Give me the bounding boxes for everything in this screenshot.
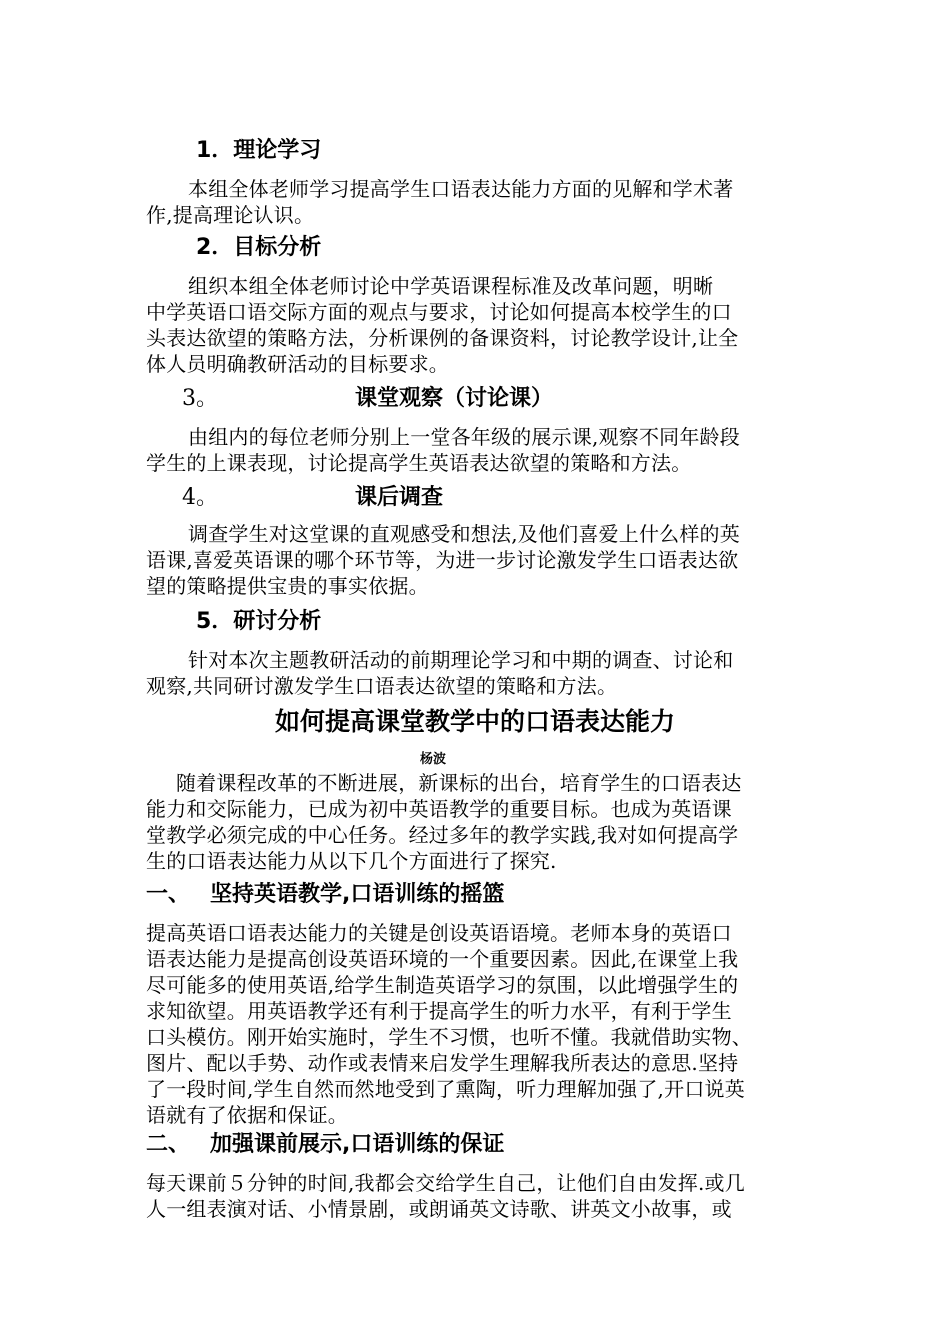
- part-1-line-4: 求知欲望。用英语教学还有利于提高学生的听力水平，有利于学生: [146, 999, 732, 1023]
- section-2-heading: 2．目标分析: [196, 235, 322, 260]
- section-1-heading: 1．理论学习: [196, 138, 322, 163]
- section-2-line-1: 组织本组全体老师讨论中学英语课程标准及改革问题，明晰: [188, 274, 714, 298]
- section-2-line-4: 体人员明确教研活动的目标要求。: [146, 352, 449, 376]
- part-2-line-2: 人一组表演对话、小情景剧，或朗诵英文诗歌、讲英文小故事，或: [146, 1197, 732, 1221]
- section-4-heading: 课后调查: [355, 485, 444, 510]
- section-3-line-2: 学生的上课表现，讨论提高学生英语表达欲望的策略和方法。: [146, 451, 692, 475]
- section-5-body: [146, 647, 733, 699]
- section-4-line-2: 语课,喜爱英语课的哪个环节等，为进一步讨论激发学生口语表达欲: [146, 548, 739, 572]
- article-intro: [146, 770, 742, 874]
- section-4-heading-number: 4。: [182, 485, 218, 510]
- section-4-line-1: 调查学生对这堂课的直观感受和想法,及他们喜爱上什么样的英: [188, 522, 740, 546]
- intro-line-3: 堂教学必须完成的中心任务。经过多年的教学实践,我对如何提高学: [146, 823, 739, 847]
- intro-line-4: 生的口语表达能力从以下几个方面进行了探究.: [146, 849, 557, 873]
- section-4-line-3: 望的策略提供宝贵的事实依据。: [146, 574, 429, 598]
- intro-line-2: 能力和交际能力，已成为初中英语教学的重要目标。也成为英语课: [146, 797, 732, 821]
- section-4-body: [146, 521, 740, 599]
- part-2-body: [146, 1170, 745, 1222]
- part-2-number: 二、: [146, 1132, 191, 1157]
- part-1-line-2: 语表达能力是提高创设英语环境的一个重要因素。因此,在课堂上我: [146, 947, 739, 971]
- part-1-body: [146, 920, 752, 1128]
- section-2-line-3: 头表达欲望的策略方法，分析课例的备课资料，讨论教学设计,让全: [146, 326, 739, 350]
- section-1-line-2: 作,提高理论认识。: [146, 203, 315, 227]
- part-1-line-1: 提高英语口语表达能力的关键是创设英语语境。老师本身的英语口: [146, 921, 732, 945]
- section-2-line-2: 中学英语口语交际方面的观点与要求，讨论如何提高本校学生的口: [146, 300, 732, 324]
- section-3-line-1: 由组内的每位老师分别上一堂各年级的展示课,观察不同年龄段: [188, 425, 740, 449]
- article-title: 如何提高课堂教学中的口语表达能力: [274, 707, 675, 736]
- section-2-body: [146, 273, 738, 377]
- section-5-heading: 5．研讨分析: [196, 609, 322, 634]
- part-1-line-3: 尽可能多的使用英语,给学生制造英语学习的氛围，以此增强学生的: [146, 973, 739, 997]
- article-author: 杨波: [419, 752, 446, 767]
- section-3-body: [146, 424, 740, 476]
- section-1-line-1: 本组全体老师学习提高学生口语表达能力方面的见解和学术著: [188, 177, 734, 201]
- section-3-heading: 课堂观察（讨论课）: [355, 386, 554, 411]
- part-2-line-1: 每天课前５分钟的时间,我都会交给学生自己，让他们自由发挥.或几: [146, 1171, 745, 1195]
- part-1-line-7: 了一段时间,学生自然而然地受到了熏陶，听力理解加强了,开口说英: [146, 1077, 745, 1101]
- part-2-heading: 加强课前展示,口语训练的保证: [210, 1132, 505, 1157]
- section-1-body: [146, 176, 733, 228]
- part-1-heading: 坚持英语教学,口语训练的摇篮: [210, 882, 505, 907]
- part-1-number: 一、: [146, 882, 191, 907]
- part-1-line-8: 语就有了依据和保证。: [146, 1103, 348, 1127]
- section-5-line-2: 观察,共同研讨激发学生口语表达欲望的策略和方法。: [146, 674, 618, 698]
- part-1-line-5: 口头模仿。刚开始实施时，学生不习惯，也听不懂。我就借助实物、: [146, 1025, 752, 1049]
- section-5-line-1: 针对本次主题教研活动的前期理论学习和中期的调查、讨论和: [188, 648, 734, 672]
- intro-line-1: 随着课程改革的不断进展，新课标的出台，培育学生的口语表达: [176, 771, 742, 795]
- section-3-heading-number: 3。: [182, 386, 218, 411]
- part-1-line-6: 图片、配以手势、动作或表情来启发学生理解我所表达的意思.坚持: [146, 1051, 739, 1075]
